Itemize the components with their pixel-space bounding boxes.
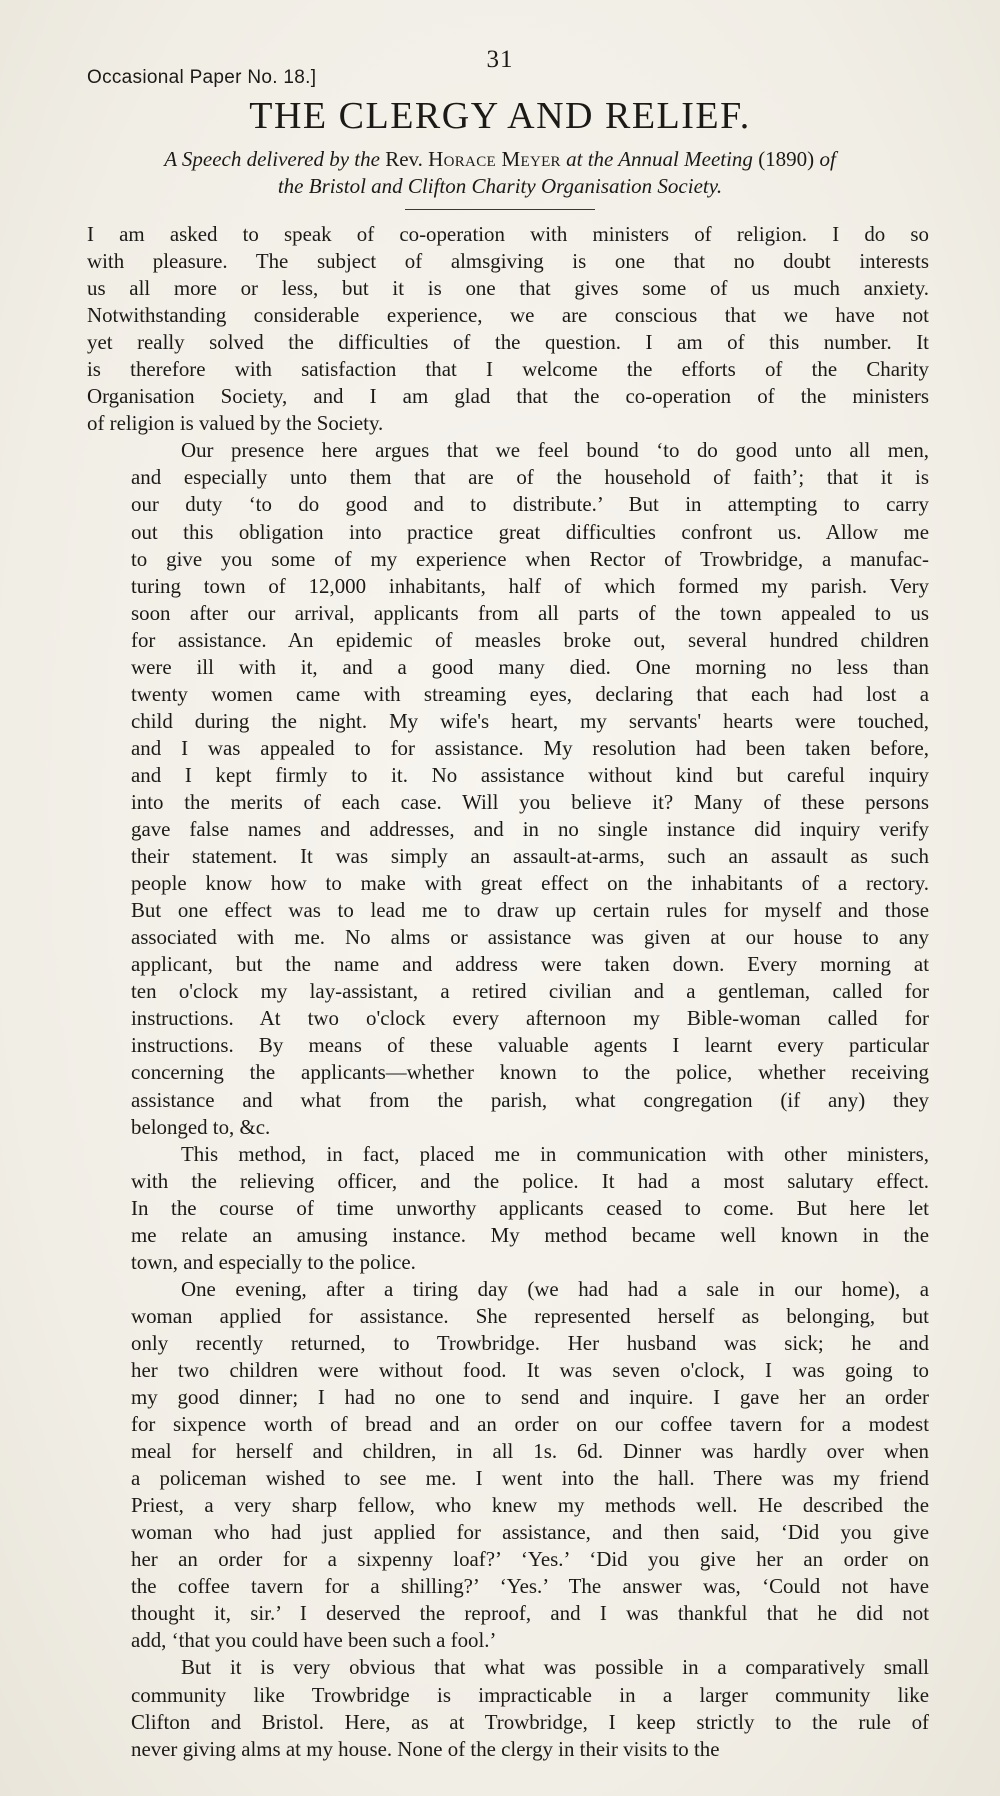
text-line: Clifton and Bristol. Here, as at Trowbridge, I keep strictly to the rule of: [131, 1709, 929, 1734]
text-line: of religion is valued by the Society.: [87, 411, 384, 436]
text-line: Organisation Society, and I am glad that the co-operation of the ministers: [87, 384, 929, 409]
paragraph: [87, 1276, 929, 1655]
text-line: with the relieving officer, and the police. It had a most salutary effect.: [131, 1168, 929, 1193]
text-line: with pleasure. The subject of almsgiving is one that no doubt interests: [87, 249, 929, 274]
text-line: twenty women came with streaming eyes, declaring that each had lost a: [131, 681, 929, 706]
text-line: and I was appealed to for assistance. My resolution had been taken before,: [131, 735, 929, 760]
text-line: us all more or less, but it is one that gives some of us much anxiety.: [87, 276, 929, 301]
text-line: This method, in fact, placed me in communication with other ministers,: [181, 1141, 929, 1166]
text-line: me relate an amusing instance. My method became well known in the: [131, 1222, 929, 1247]
text-line: to give you some of my experience when Rector of Trowbridge, a manufac-: [131, 546, 929, 571]
text-line: applicant, but the name and address were taken down. Every morning at: [131, 952, 929, 977]
subtitle-of: of: [819, 147, 836, 171]
article-title: THE CLERGY AND RELIEF.: [249, 95, 751, 137]
paragraph: [87, 1141, 929, 1276]
text-line: our duty ‘to do good and to distribute.’ But in attempting to carry: [131, 492, 929, 517]
text-line: people know how to make with great effect on the inhabitants of a rectory.: [131, 871, 929, 896]
text-line: associated with me. No alms or assistance was given at our house to any: [131, 925, 929, 950]
text-line: a policeman wished to see me. I went into the hall. There was my friend: [131, 1466, 929, 1491]
text-line: only recently returned, to Trowbridge. Her husband was sick; he and: [131, 1330, 929, 1355]
series-label: Occasional Paper No. 18.]: [87, 67, 317, 88]
text-line: out this obligation into practice great difficulties confront us. Allow me: [131, 519, 929, 544]
text-line: and especially unto them that are of the household of faith’; that it is: [131, 465, 929, 490]
text-line: is therefore with satisfaction that I welcome the efforts of the Charity: [87, 357, 929, 382]
subtitle-line-2: [60, 173, 940, 200]
text-line: child during the night. My wife's heart, my servants' hearts were touched,: [131, 708, 929, 733]
text-line: Our presence here argues that we feel bound ‘to do good unto all men,: [181, 438, 929, 463]
text-line: belonged to, &c.: [131, 1114, 271, 1139]
text-line: town, and especially to the police.: [131, 1249, 416, 1274]
text-line: community like Trowbridge is impracticable in a larger community like: [131, 1682, 929, 1707]
text-line: Priest, a very sharp fellow, who knew my methods well. He described the: [131, 1493, 929, 1518]
text-line: and I kept firmly to it. No assistance without kind but careful inquiry: [131, 762, 929, 787]
text-line: for sixpence worth of bread and an order on our coffee tavern for a modest: [131, 1412, 929, 1437]
text-line: assistance and what from the parish, what congregation (if any) they: [131, 1087, 929, 1112]
text-line: meal for herself and children, in all 1s. 6d. Dinner was hardly over when: [131, 1439, 929, 1464]
title-divider: [405, 209, 595, 210]
text-line: I am asked to speak of co-operation with ministers of religion. I do so: [87, 222, 929, 246]
subtitle-prefix: A Speech delivered by the: [164, 147, 380, 171]
subtitle-line-1: [60, 146, 940, 173]
text-line: for assistance. An epidemic of measles broke out, several hundred children: [131, 627, 929, 652]
text-line: But it is very obvious that what was possible in a comparatively small: [181, 1655, 929, 1680]
text-line: add, ‘that you could have been such a fool.’: [131, 1628, 497, 1653]
paragraph: [87, 437, 929, 1140]
subtitle-year: (1890): [758, 147, 815, 171]
paragraph: [87, 1654, 929, 1762]
article-body: [87, 221, 929, 1763]
text-line: never giving alms at my house. None of the clergy in their visits to the: [131, 1736, 720, 1761]
text-line: were ill with it, and a good many died. One morning no less than: [131, 654, 929, 679]
text-line: her an order for a sixpenny loaf?’ ‘Yes.’ ‘Did you give her an order on: [131, 1547, 929, 1572]
text-line: her two children were without food. It was seven o'clock, I was going to: [131, 1357, 929, 1382]
text-line: But one effect was to lead me to draw up certain rules for myself and those: [131, 898, 929, 923]
text-line: my good dinner; I had no one to send and inquire. I gave her an order: [131, 1385, 929, 1410]
text-line: Notwithstanding considerable experience, we are conscious that we have not: [87, 303, 929, 328]
text-line: their statement. It was simply an assault-at-arms, such an assault as such: [131, 844, 929, 869]
text-line: woman applied for assistance. She represented herself as belonging, but: [131, 1303, 929, 1328]
article-subtitle: [60, 146, 940, 200]
text-line: gave false names and addresses, and in no single instance did inquiry verify: [131, 817, 929, 842]
subtitle-society: the Bristol and Clifton Charity Organisation Society.: [277, 174, 723, 198]
text-line: thought it, sir.’ I deserved the reproof, and I was thankful that he did not: [131, 1601, 929, 1626]
subtitle-speaker-name: Horace Meyer: [428, 147, 561, 171]
text-line: woman who had just applied for assistance, and then said, ‘Did you give: [131, 1520, 929, 1545]
text-line: instructions. By means of these valuable agents I learnt every particular: [131, 1033, 929, 1058]
text-line: the coffee tavern for a shilling?’ ‘Yes.’ The answer was, ‘Could not have: [131, 1574, 929, 1599]
subtitle-occasion: at the Annual Meeting: [566, 147, 753, 171]
text-line: instructions. At two o'clock every afternoon my Bible-woman called for: [131, 1006, 929, 1031]
paragraph: [87, 221, 929, 437]
text-line: soon after our arrival, applicants from all parts of the town appealed to us: [131, 600, 929, 625]
subtitle-rev: Rev.: [385, 147, 423, 171]
text-line: yet really solved the difficulties of the question. I am of this number. It: [87, 330, 929, 355]
text-line: In the course of time unworthy applicants ceased to come. But here let: [131, 1195, 929, 1220]
text-line: One evening, after a tiring day (we had had a sale in our home), a: [181, 1276, 929, 1301]
page-number: 31: [486, 46, 514, 73]
text-line: concerning the applicants—whether known to the police, whether receiving: [131, 1060, 929, 1085]
text-line: ten o'clock my lay-assistant, a retired civilian and a gentleman, called for: [131, 979, 929, 1004]
text-line: turing town of 12,000 inhabitants, half of which formed my parish. Very: [131, 573, 929, 598]
text-line: into the merits of each case. Will you believe it? Many of these persons: [131, 789, 929, 814]
